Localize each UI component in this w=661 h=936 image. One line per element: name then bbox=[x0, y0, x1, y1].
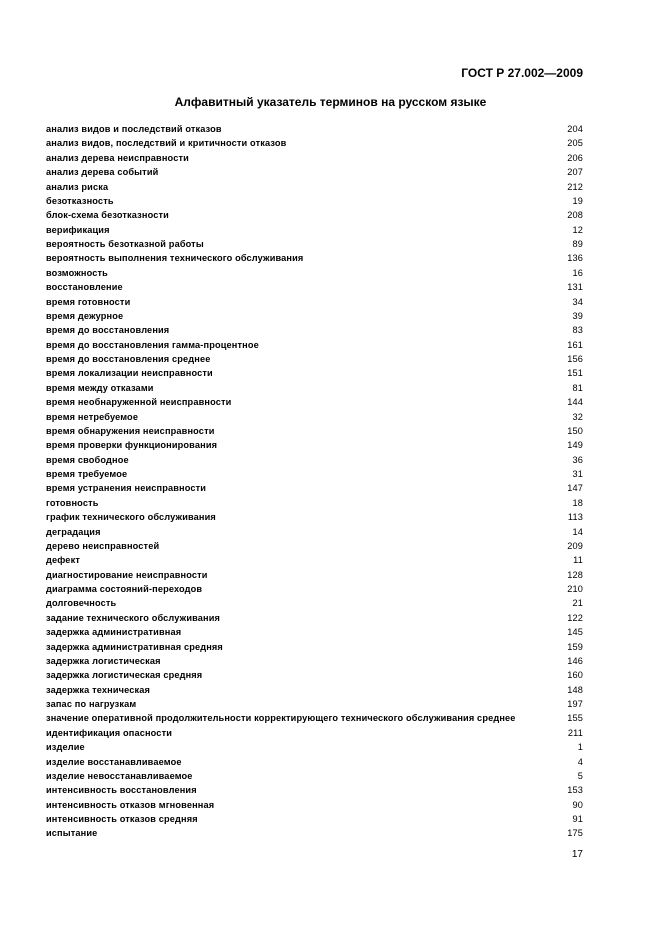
index-term-number: 81 bbox=[572, 382, 583, 393]
index-term: дерево неисправностей bbox=[46, 540, 160, 551]
index-entry bbox=[46, 151, 583, 165]
index-term-number: 91 bbox=[572, 814, 583, 824]
index-entry bbox=[46, 783, 583, 797]
index-entry bbox=[46, 826, 583, 840]
index-entry bbox=[46, 122, 583, 136]
index-term: изделие невосстанавливаемое bbox=[46, 770, 193, 781]
index-entry bbox=[46, 395, 583, 409]
index-term: время дежурное bbox=[46, 310, 124, 321]
index-term: время между отказами bbox=[46, 382, 154, 393]
index-entry bbox=[46, 697, 583, 711]
index-term: восстановление bbox=[46, 282, 123, 293]
index-term: идентификация опасности bbox=[46, 727, 173, 738]
index-term: запас по нагрузкам bbox=[46, 699, 137, 709]
index-term-number: 11 bbox=[573, 555, 583, 566]
index-term-number: 21 bbox=[572, 598, 583, 609]
index-term: время обнаружения неисправности bbox=[46, 425, 215, 436]
index-entry bbox=[46, 323, 583, 337]
index-term: задание технического обслуживания bbox=[46, 612, 221, 623]
index-term: анализ видов, последствий и критичности отказов bbox=[46, 138, 287, 149]
index-term: вероятность безотказной работы bbox=[46, 239, 204, 249]
document-code: ГОСТ Р 27.002—2009 bbox=[461, 66, 583, 80]
index-entry bbox=[46, 726, 583, 740]
index-entry bbox=[46, 223, 583, 237]
index-term: значение оперативной продолжительности корректирующего технического обслуживания среднее bbox=[46, 713, 516, 724]
index-term-number: 31 bbox=[572, 469, 583, 479]
index-term-number: 14 bbox=[572, 526, 583, 537]
index-entry bbox=[46, 481, 583, 495]
index-term: время устранения неисправности bbox=[46, 483, 207, 494]
index-term: анализ риска bbox=[46, 181, 109, 192]
index-term: дефект bbox=[46, 555, 80, 566]
index-entry bbox=[46, 438, 583, 452]
index-term-number: 159 bbox=[567, 641, 583, 652]
index-entry bbox=[46, 611, 583, 625]
index-entry bbox=[46, 453, 583, 467]
index-term-number: 39 bbox=[572, 310, 583, 321]
index-entry bbox=[46, 654, 583, 668]
index-entry bbox=[46, 596, 583, 610]
index-entry bbox=[46, 295, 583, 309]
index-entry bbox=[46, 194, 583, 208]
index-entry bbox=[46, 381, 583, 395]
index-term-number: 209 bbox=[567, 540, 583, 551]
index-entry bbox=[46, 424, 583, 438]
index-entry bbox=[46, 352, 583, 366]
index-term: задержка административная средняя bbox=[46, 641, 223, 652]
index-entry bbox=[46, 366, 583, 380]
index-term: время требуемое bbox=[46, 469, 128, 479]
index-term-number: 160 bbox=[567, 670, 583, 681]
index-term-number: 36 bbox=[572, 454, 583, 465]
index-term-number: 18 bbox=[572, 497, 583, 508]
index-term-number: 204 bbox=[567, 124, 583, 134]
index-term-number: 151 bbox=[567, 368, 583, 379]
index-term: время до восстановления среднее bbox=[46, 354, 211, 364]
index-term: верификация bbox=[46, 224, 110, 235]
index-term-number: 32 bbox=[572, 411, 583, 422]
index-entry bbox=[46, 769, 583, 783]
index-term: деградация bbox=[46, 526, 101, 537]
index-term-number: 206 bbox=[567, 152, 583, 163]
index-term: задержка административная bbox=[46, 627, 182, 638]
index-term: задержка логистическая средняя bbox=[46, 670, 203, 681]
index-term: долговечность bbox=[46, 598, 117, 609]
index-entry bbox=[46, 280, 583, 294]
index-term-number: 19 bbox=[572, 195, 583, 206]
index-term: испытание bbox=[46, 828, 98, 839]
index-entry bbox=[46, 165, 583, 179]
page-number: 17 bbox=[571, 849, 583, 860]
index-term-number: 208 bbox=[567, 210, 583, 221]
index-term-number: 136 bbox=[567, 253, 583, 264]
index-entry bbox=[46, 812, 583, 826]
index-term: время локализации неисправности bbox=[46, 368, 213, 379]
index-term-number: 128 bbox=[567, 569, 583, 580]
index-entry bbox=[46, 798, 583, 812]
index-term: время свободное bbox=[46, 454, 129, 465]
index-term: время до восстановления гамма-процентное bbox=[46, 339, 259, 350]
index-term: анализ дерева неисправности bbox=[46, 152, 189, 163]
index-term: возможность bbox=[46, 267, 108, 278]
index-term: время до восстановления bbox=[46, 325, 170, 336]
index-term: изделие bbox=[46, 742, 85, 753]
index-entry bbox=[46, 553, 583, 567]
index-term-number: 212 bbox=[567, 181, 583, 192]
index-term-number: 150 bbox=[567, 425, 583, 436]
index-entry bbox=[46, 740, 583, 754]
index-term: время проверки функционирования bbox=[46, 440, 218, 451]
index-entry bbox=[46, 467, 583, 481]
index-term-number: 156 bbox=[567, 354, 583, 364]
index-entry bbox=[46, 237, 583, 251]
index-term-number: 16 bbox=[572, 267, 583, 278]
index-entry bbox=[46, 266, 583, 280]
index-term: интенсивность отказов мгновенная bbox=[46, 799, 215, 810]
index-term: анализ видов и последствий отказов bbox=[46, 124, 222, 134]
index-term: задержка техническая bbox=[46, 684, 151, 695]
index-term-number: 89 bbox=[572, 239, 583, 249]
index-term-number: 4 bbox=[577, 756, 583, 767]
index-entry bbox=[46, 582, 583, 596]
index-entry bbox=[46, 180, 583, 194]
index-term-number: 83 bbox=[572, 325, 583, 336]
index-term-number: 153 bbox=[567, 785, 583, 796]
index-term-number: 131 bbox=[567, 282, 583, 293]
index-entry bbox=[46, 510, 583, 524]
index-entry bbox=[46, 539, 583, 553]
index-term-number: 210 bbox=[567, 584, 583, 594]
page-title: Алфавитный указатель терминов на русском языке bbox=[174, 95, 487, 109]
index-term: время нетребуемое bbox=[46, 411, 139, 422]
term-index-list bbox=[46, 122, 583, 841]
index-term-number: 197 bbox=[567, 699, 583, 709]
index-term: интенсивность восстановления bbox=[46, 785, 197, 796]
index-term-number: 34 bbox=[572, 296, 583, 307]
index-entry bbox=[46, 309, 583, 323]
index-term: готовность bbox=[46, 497, 99, 508]
index-entry bbox=[46, 525, 583, 539]
index-term-number: 205 bbox=[567, 138, 583, 149]
index-term-number: 211 bbox=[567, 727, 583, 738]
index-term: задержка логистическая bbox=[46, 655, 161, 666]
index-entry bbox=[46, 338, 583, 352]
index-term: анализ дерева событий bbox=[46, 167, 159, 178]
index-term-number: 161 bbox=[567, 339, 583, 350]
index-entry bbox=[46, 208, 583, 222]
index-term-number: 155 bbox=[567, 713, 583, 724]
index-entry bbox=[46, 683, 583, 697]
index-term-number: 146 bbox=[567, 655, 583, 666]
index-term-number: 5 bbox=[577, 770, 583, 781]
index-term: время необнаруженной неисправности bbox=[46, 397, 232, 408]
index-entry bbox=[46, 136, 583, 150]
index-term: график технического обслуживания bbox=[46, 512, 216, 523]
index-term: интенсивность отказов средняя bbox=[46, 814, 198, 824]
index-term: безотказность bbox=[46, 195, 114, 206]
index-term: время готовности bbox=[46, 296, 131, 307]
index-entry bbox=[46, 755, 583, 769]
index-term: вероятность выполнения технического обслуживания bbox=[46, 253, 304, 264]
index-term: блок-схема безотказности bbox=[46, 210, 169, 221]
index-term-number: 175 bbox=[567, 828, 583, 839]
index-term-number: 207 bbox=[567, 167, 583, 178]
index-entry bbox=[46, 711, 583, 725]
index-entry bbox=[46, 410, 583, 424]
index-term: диаграмма состояний-переходов bbox=[46, 584, 203, 594]
index-term-number: 144 bbox=[567, 397, 583, 408]
index-entry bbox=[46, 625, 583, 639]
index-term: диагностирование неисправности bbox=[46, 569, 208, 580]
index-term-number: 149 bbox=[567, 440, 583, 451]
index-term-number: 90 bbox=[572, 799, 583, 810]
index-term-number: 12 bbox=[572, 224, 583, 235]
index-term-number: 113 bbox=[567, 512, 583, 523]
index-entry bbox=[46, 568, 583, 582]
index-term: изделие восстанавливаемое bbox=[46, 756, 182, 767]
index-term-number: 122 bbox=[567, 612, 583, 623]
index-entry bbox=[46, 251, 583, 265]
index-entry bbox=[46, 640, 583, 654]
index-entry bbox=[46, 668, 583, 682]
index-entry bbox=[46, 496, 583, 510]
index-term-number: 145 bbox=[567, 627, 583, 638]
index-term-number: 148 bbox=[567, 684, 583, 695]
index-term-number: 1 bbox=[577, 742, 583, 753]
index-term-number: 147 bbox=[567, 483, 583, 494]
